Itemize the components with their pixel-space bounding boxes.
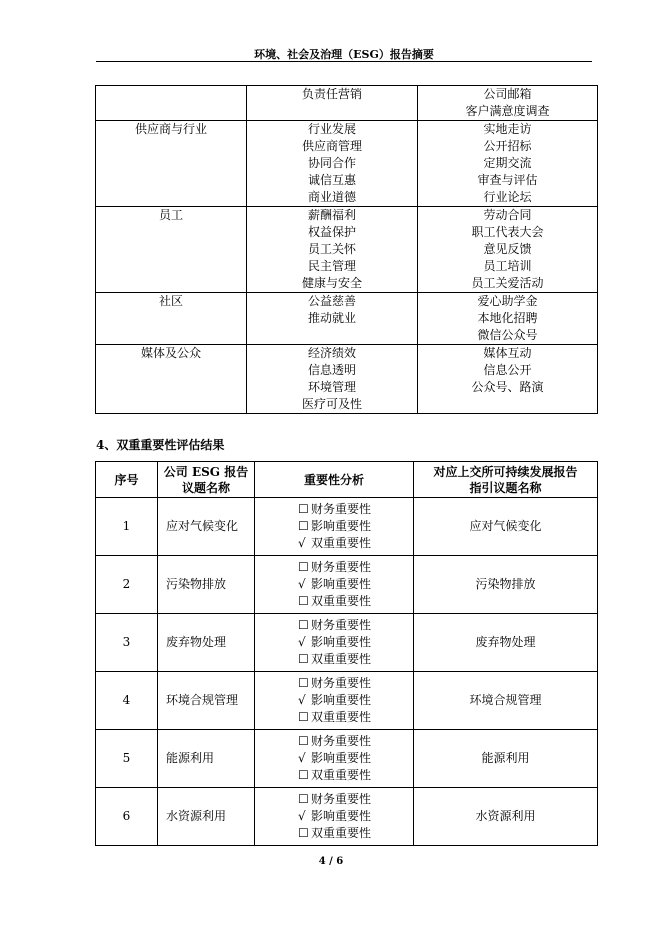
channel-item: 客户满意度调查 (465, 104, 550, 118)
row-number: 1 (96, 498, 158, 556)
topics-cell (247, 86, 418, 121)
checkmark-icon: √ (298, 693, 306, 707)
checkbox-empty-icon: ☐ (298, 594, 309, 608)
option-label: 双重重要性 (311, 536, 372, 550)
option-label: 财务重要性 (311, 618, 372, 632)
exchange-topic: 环境合规管理 (414, 672, 598, 730)
checkbox-empty-icon: ☐ (298, 826, 309, 840)
topic-item: 环境管理 (307, 380, 356, 394)
header-exchange-line1: 对应上交所可持续发展报告 (433, 464, 578, 479)
page-number: 4 / 6 (318, 856, 344, 867)
exchange-topic: 水资源利用 (414, 788, 598, 846)
checkmark-icon: √ (298, 809, 306, 823)
topic-item: 供应商管理 (301, 139, 362, 153)
option-line (255, 750, 413, 767)
option-line (255, 634, 413, 651)
option-line (255, 825, 413, 842)
option-label: 影响重要性 (311, 519, 372, 533)
channel-item: 劳动合同 (483, 208, 532, 222)
channel-item: 审查与评估 (477, 173, 538, 187)
header-divider (96, 61, 592, 62)
checkbox-empty-icon: ☐ (298, 560, 309, 574)
option-line (255, 709, 413, 726)
option-label: 双重重要性 (311, 710, 372, 724)
channel-item: 公司邮箱 (483, 87, 532, 101)
row-number: 5 (96, 730, 158, 788)
checkbox-empty-icon: ☐ (298, 502, 309, 516)
section-title: 4、双重重要性评估结果 (96, 438, 225, 452)
option-line (255, 733, 413, 750)
table-row (96, 293, 598, 345)
table-row (96, 498, 598, 556)
checkbox-empty-icon: ☐ (298, 710, 309, 724)
channels-cell (418, 207, 598, 293)
group-label: 媒体及公众 (140, 346, 201, 360)
channel-item: 定期交流 (483, 156, 532, 170)
channels-cell (418, 121, 598, 207)
option-label: 双重重要性 (311, 826, 372, 840)
option-label: 财务重要性 (311, 676, 372, 690)
topic-item: 权益保护 (307, 225, 356, 239)
checkbox-empty-icon: ☐ (298, 768, 309, 782)
checkmark-icon: √ (298, 577, 306, 591)
table-row (96, 207, 598, 293)
channel-item: 职工代表大会 (471, 225, 544, 239)
option-label: 影响重要性 (311, 635, 372, 649)
channel-item: 公开招标 (483, 139, 532, 153)
topic-name: 能源利用 (158, 730, 255, 788)
header-topic-line1: 公司 ESG 报告 (163, 464, 249, 479)
topic-item: 行业发展 (307, 122, 356, 136)
channel-item: 意见反馈 (483, 242, 532, 256)
option-label: 影响重要性 (311, 751, 372, 765)
checkbox-empty-icon: ☐ (298, 652, 309, 666)
table-row (96, 672, 598, 730)
table-row (96, 345, 598, 414)
topic-item: 协同合作 (307, 156, 356, 170)
header-topic (158, 462, 255, 498)
option-line (255, 518, 413, 535)
topic-name: 应对气候变化 (158, 498, 255, 556)
exchange-topic: 应对气候变化 (414, 498, 598, 556)
channel-item: 公众号、路演 (471, 380, 544, 394)
option-label: 影响重要性 (311, 693, 372, 707)
table-row (96, 614, 598, 672)
option-line (255, 593, 413, 610)
table-header-row (96, 462, 598, 498)
topic-item: 负责任营销 (301, 87, 362, 101)
topics-cell (247, 121, 418, 207)
checkmark-icon: √ (298, 635, 306, 649)
option-line (255, 692, 413, 709)
option-label: 双重重要性 (311, 594, 372, 608)
topic-name: 水资源利用 (158, 788, 255, 846)
stakeholder-table (95, 85, 598, 414)
exchange-topic: 污染物排放 (414, 556, 598, 614)
topic-item: 公益慈善 (307, 294, 356, 308)
channels-cell (418, 86, 598, 121)
group-label: 社区 (158, 294, 183, 308)
option-label: 双重重要性 (311, 768, 372, 782)
option-line (255, 791, 413, 808)
table-row (96, 86, 598, 121)
topic-item: 信息透明 (307, 363, 356, 377)
channels-cell (418, 293, 598, 345)
topic-item: 健康与安全 (301, 276, 362, 290)
group-label: 供应商与行业 (134, 122, 207, 136)
header-topic-line2: 议题名称 (181, 480, 230, 495)
option-line (255, 651, 413, 668)
channel-item: 实地走访 (483, 122, 532, 136)
topics-cell (247, 293, 418, 345)
table-row (96, 730, 598, 788)
option-line (255, 617, 413, 634)
table-row (96, 121, 598, 207)
checkmark-icon: √ (298, 536, 306, 550)
option-line (255, 501, 413, 518)
materiality-options (255, 614, 414, 672)
channels-cell (418, 345, 598, 414)
topic-item: 民主管理 (307, 259, 356, 273)
topic-item: 薪酬福利 (307, 208, 356, 222)
stakeholder-group (96, 345, 247, 414)
channel-item: 媒体互动 (483, 346, 532, 360)
topic-name: 污染物排放 (158, 556, 255, 614)
group-label (96, 86, 246, 103)
row-number: 2 (96, 556, 158, 614)
checkbox-empty-icon: ☐ (298, 519, 309, 533)
channel-item: 本地化招聘 (477, 311, 538, 325)
channel-item: 员工关爱活动 (471, 276, 544, 290)
header-analysis: 重要性分析 (255, 462, 414, 498)
checkmark-icon: √ (298, 751, 306, 765)
materiality-options (255, 498, 414, 556)
checkbox-empty-icon: ☐ (298, 676, 309, 690)
materiality-table (95, 461, 598, 846)
group-label: 员工 (158, 208, 183, 222)
exchange-topic: 废弃物处理 (414, 614, 598, 672)
channel-item: 爱心助学金 (477, 294, 538, 308)
topic-item: 诚信互惠 (307, 173, 356, 187)
channel-item: 员工培训 (483, 259, 532, 273)
materiality-options (255, 672, 414, 730)
topics-cell (247, 207, 418, 293)
option-line (255, 559, 413, 576)
topic-name: 废弃物处理 (158, 614, 255, 672)
materiality-options (255, 556, 414, 614)
materiality-options (255, 788, 414, 846)
row-number: 4 (96, 672, 158, 730)
option-line (255, 535, 413, 552)
option-label: 双重重要性 (311, 652, 372, 666)
stakeholder-group (96, 86, 247, 121)
materiality-options (255, 730, 414, 788)
option-label: 财务重要性 (311, 502, 372, 516)
option-label: 财务重要性 (311, 734, 372, 748)
table-row (96, 556, 598, 614)
checkbox-empty-icon: ☐ (298, 618, 309, 632)
stakeholder-group (96, 207, 247, 293)
header-no: 序号 (96, 462, 158, 498)
channel-item: 微信公众号 (477, 328, 538, 342)
topics-cell (247, 345, 418, 414)
header-exchange (414, 462, 598, 498)
topic-item: 医疗可及性 (301, 397, 362, 411)
option-line (255, 767, 413, 784)
option-label: 影响重要性 (311, 809, 372, 823)
option-line (255, 808, 413, 825)
topic-item: 推动就业 (307, 311, 356, 325)
topic-item: 员工关怀 (307, 242, 356, 256)
channel-item: 信息公开 (483, 363, 532, 377)
page-header-title: 环境、社会及治理（ESG）报告摘要 (254, 48, 434, 61)
option-label: 财务重要性 (311, 560, 372, 574)
topic-item: 商业道德 (307, 190, 356, 204)
checkbox-empty-icon: ☐ (298, 792, 309, 806)
option-line (255, 576, 413, 593)
option-line (255, 675, 413, 692)
table-row (96, 788, 598, 846)
row-number: 6 (96, 788, 158, 846)
stakeholder-group (96, 121, 247, 207)
header-exchange-line2: 指引议题名称 (469, 480, 542, 495)
topic-item: 经济绩效 (307, 346, 356, 360)
row-number: 3 (96, 614, 158, 672)
option-label: 影响重要性 (311, 577, 372, 591)
stakeholder-group (96, 293, 247, 345)
option-label: 财务重要性 (311, 792, 372, 806)
exchange-topic: 能源利用 (414, 730, 598, 788)
channel-item: 行业论坛 (483, 190, 532, 204)
topic-name: 环境合规管理 (158, 672, 255, 730)
checkbox-empty-icon: ☐ (298, 734, 309, 748)
